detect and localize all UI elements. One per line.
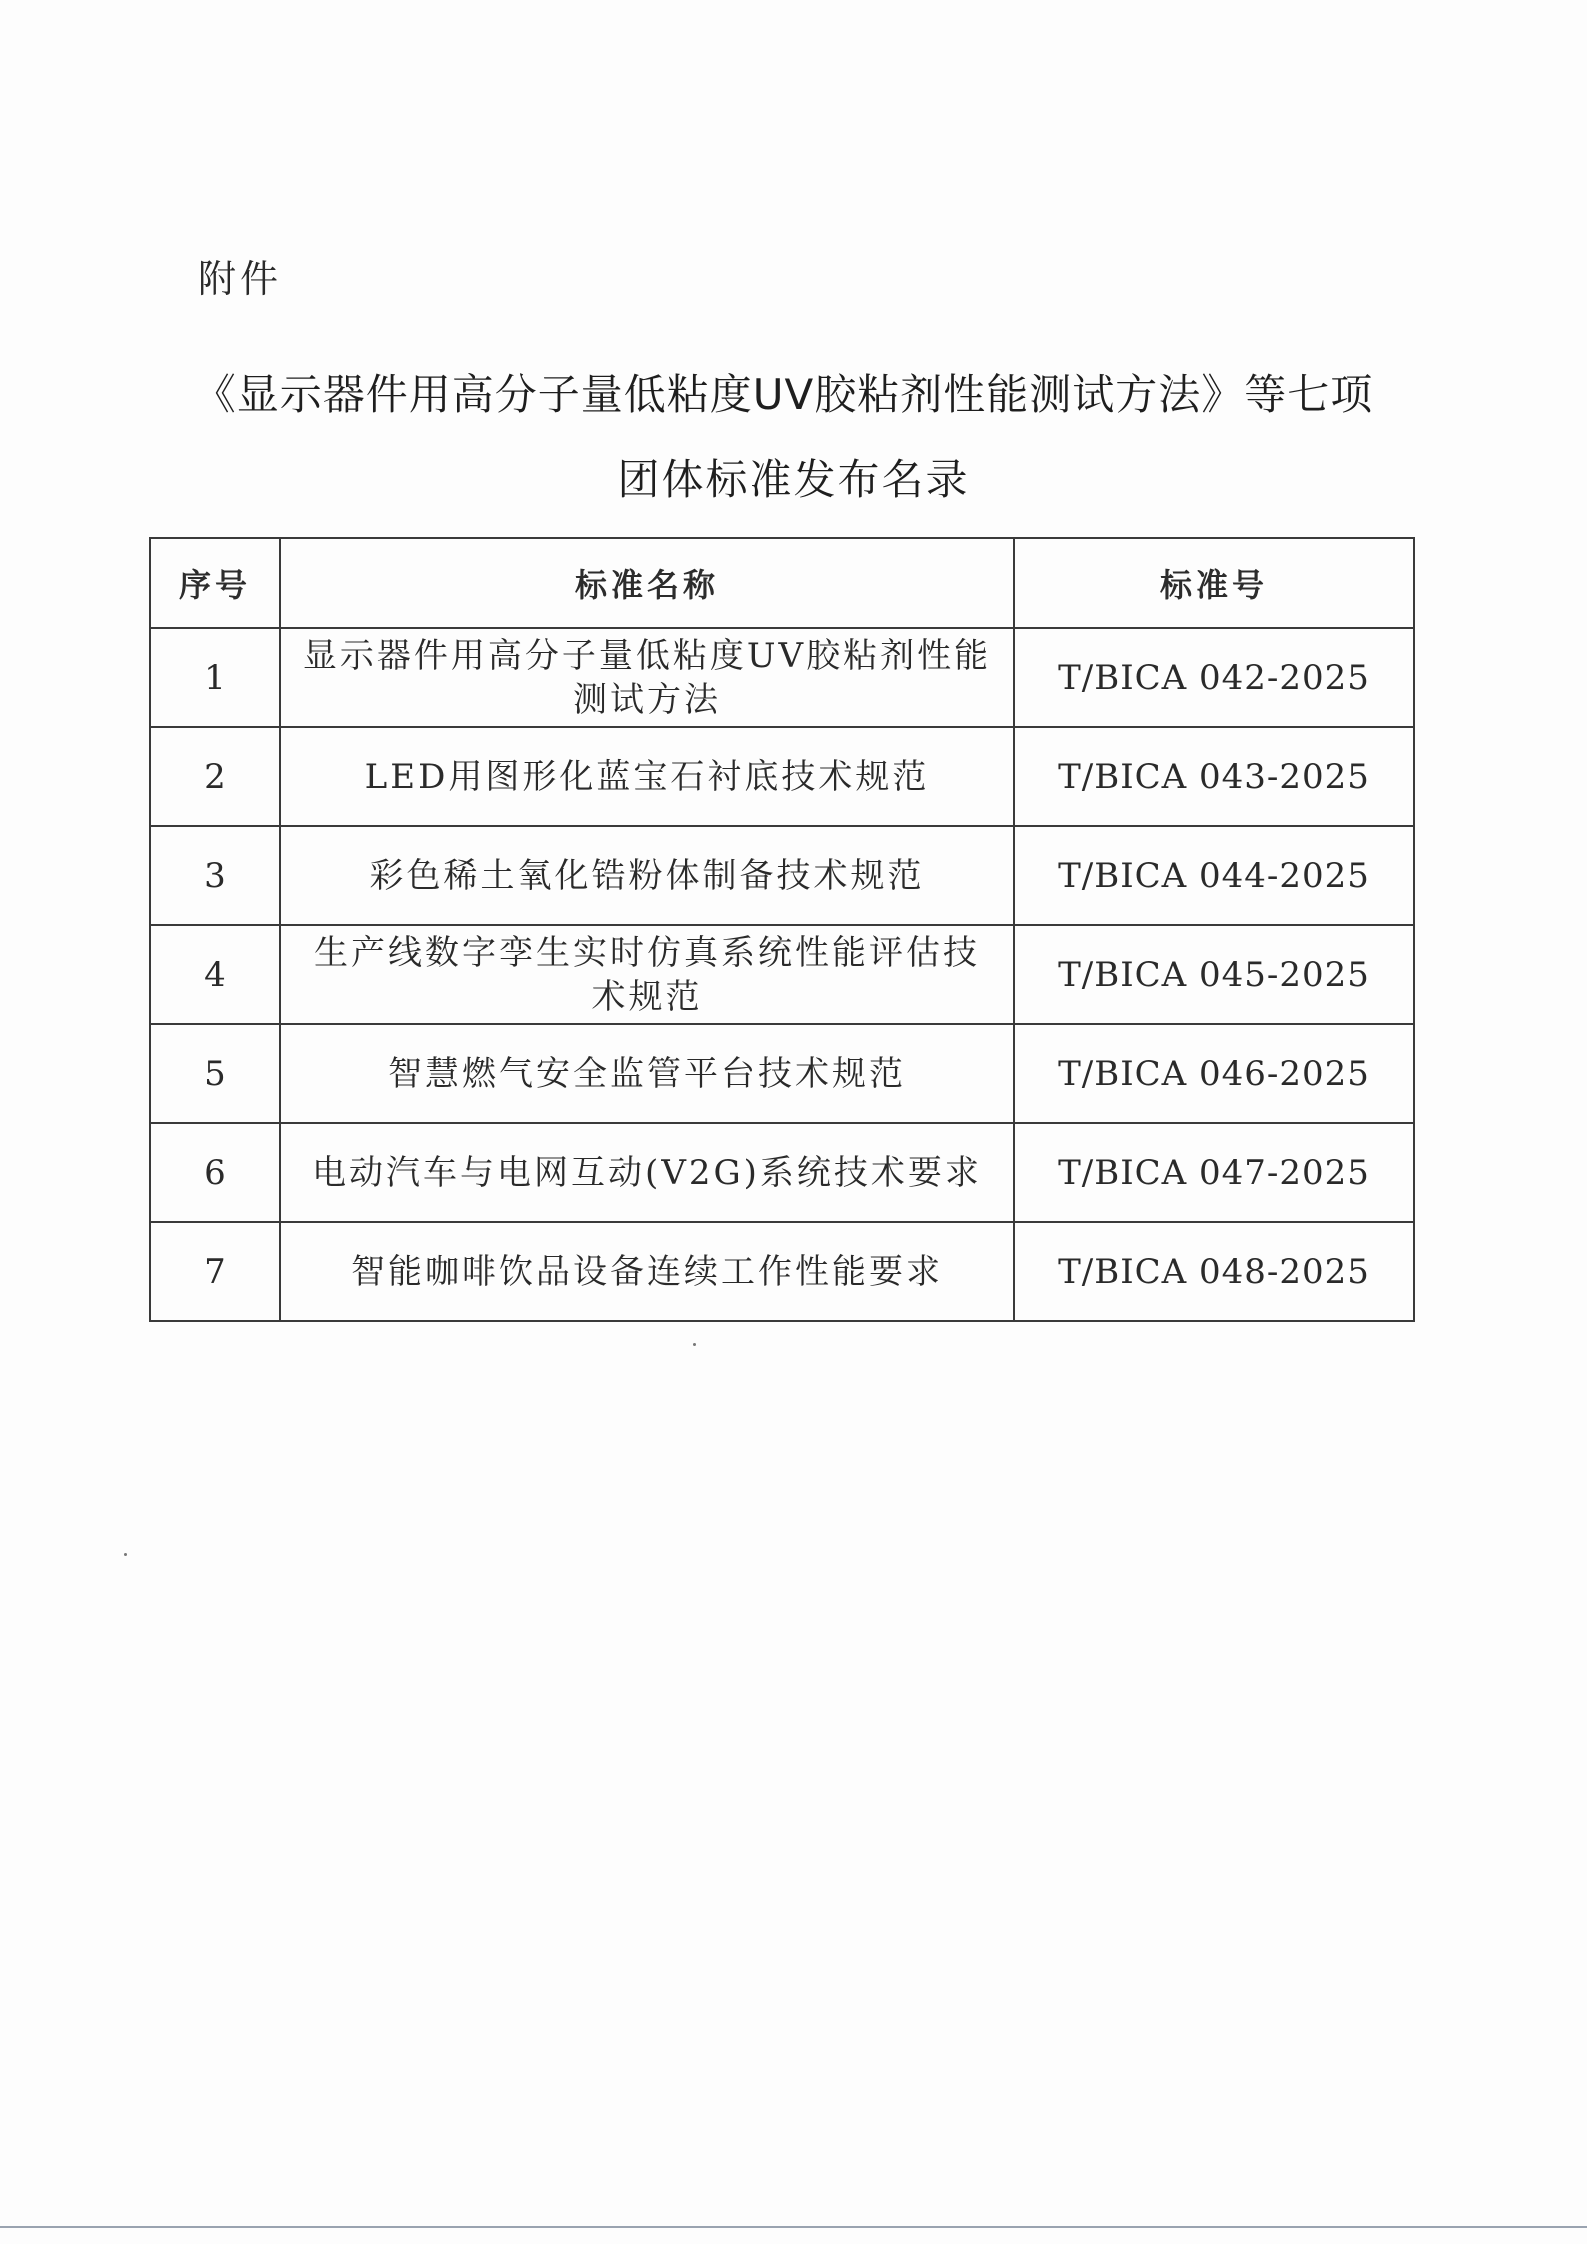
row-serial-number: 3 [150, 826, 280, 925]
table-row [150, 925, 1414, 1024]
scan-speck [124, 1553, 127, 1556]
row-serial-number: 6 [150, 1123, 280, 1222]
row-serial-number: 7 [150, 1222, 280, 1321]
row-standard-name: 显示器件用高分子量低粘度UV胶粘剂性能测试方法 [280, 628, 1014, 727]
table-row [150, 628, 1414, 727]
row-standard-name: 电动汽车与电网互动(V2G)系统技术要求 [280, 1123, 1014, 1222]
row-serial-number: 2 [150, 727, 280, 826]
row-standard-name: 彩色稀土氧化锆粉体制备技术规范 [280, 826, 1014, 925]
row-standard-code: T/BICA 045-2025 [1014, 925, 1414, 1024]
row-standard-name: 智能咖啡饮品设备连续工作性能要求 [280, 1222, 1014, 1321]
table-row [150, 1222, 1414, 1321]
row-standard-code: T/BICA 043-2025 [1014, 727, 1414, 826]
row-standard-name: 智慧燃气安全监管平台技术规范 [280, 1024, 1014, 1123]
row-standard-name: 生产线数字孪生实时仿真系统性能评估技术规范 [280, 925, 1014, 1024]
scan-speck [693, 1343, 696, 1346]
row-standard-code: T/BICA 048-2025 [1014, 1222, 1414, 1321]
scan-bottom-edge [0, 2226, 1587, 2228]
table-row [150, 826, 1414, 925]
document-title-line-1: 《显示器件用高分子量低粘度UV胶粘剂性能测试方法》等七项 [193, 370, 1374, 419]
table-row [150, 1123, 1414, 1222]
table-header-row [150, 538, 1414, 628]
header-standard-name: 标准名称 [280, 538, 1014, 628]
row-serial-number: 1 [150, 628, 280, 727]
table-row [150, 727, 1414, 826]
row-standard-code: T/BICA 047-2025 [1014, 1123, 1414, 1222]
row-serial-number: 5 [150, 1024, 280, 1123]
row-standard-code: T/BICA 046-2025 [1014, 1024, 1414, 1123]
standards-table [149, 537, 1415, 1322]
header-serial-number: 序号 [150, 538, 280, 628]
table-row [150, 1024, 1414, 1123]
attachment-label: 附件 [198, 257, 283, 301]
row-standard-code: T/BICA 042-2025 [1014, 628, 1414, 727]
header-standard-code: 标准号 [1014, 538, 1414, 628]
row-standard-code: T/BICA 044-2025 [1014, 826, 1414, 925]
row-standard-name: LED用图形化蓝宝石衬底技术规范 [280, 727, 1014, 826]
row-serial-number: 4 [150, 925, 280, 1024]
document-title-line-2: 团体标准发布名录 [617, 455, 970, 504]
